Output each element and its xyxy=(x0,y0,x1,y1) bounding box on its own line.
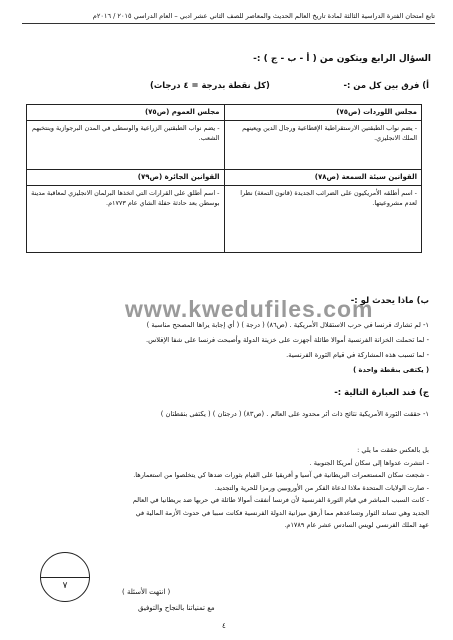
page-header: تابع امتحان الفترة الدراسية الثالثة لمادة تاريخ العالم الحديث والمعاصر للصف الثاني عشر ادبي – العام الدراسي ٢٠١٥ / ٢٠١٦م xyxy=(22,12,435,24)
table-head-lords: مجلس اللوردات (ص٧٥) xyxy=(224,105,422,121)
table-head-bad-laws: القوانين سيئة السمعة (ص٧٨) xyxy=(224,170,422,186)
section-c-point: الجديد وهي تساند الثوار وتساعدهم مما أرهق ميزانية الدولة الفرنسية فكانت سببا في حدوث الأزمة المالية في xyxy=(135,508,429,517)
section-c-point: عهد الملك الفرنسي لويس السادس عشر عام ١٧٨٩م. xyxy=(284,521,429,529)
section-b-body xyxy=(26,318,429,378)
score-circle xyxy=(40,552,90,602)
section-c-point: - صارت الولايات المتحدة ملاذا لدعاة الفكر من الأوروبيين ورمزا للحرية والتجديد. xyxy=(214,483,429,492)
section-b-note: ( يكتفى بنقطة واحدة ) xyxy=(353,366,429,374)
section-b-title: ب) ماذا يحدث لو :- xyxy=(350,296,429,306)
section-c-intro: بل بالعكس حققت ما يلي : xyxy=(357,446,429,454)
table-cell-lords: - يضم نواب الطبقتين الارستقراطية الإقطاعية ورجال الدين ويعينهم الملك الانجليزي. xyxy=(224,121,422,170)
page-number: ٤ xyxy=(222,622,226,630)
section-c-question: ١- حققت الثورة الأمريكية نتائج ذات أثر محدود على العالم . (ص٨٣) ( درجتان ) ( يكتفى بنقطتان ) xyxy=(160,410,429,418)
wishes-text: مع تمنياتنا بالنجاح والتوفيق xyxy=(138,604,215,612)
table-cell-commons: - يضم نواب الطبقتين الزراعية والوسطى في المدن البرجوازية وينتخبهم الشعب. xyxy=(27,121,225,170)
section-a-title: أ) فرق بين كل من :- xyxy=(343,80,429,90)
section-b-answer-1: - لما تحملت الخزانة الفرنسية أموالا طائلة أجهزت على خزينة الدولة وأصبحت فرنسا على شفا الإفلاس. xyxy=(145,336,429,344)
table-cell-bad-laws: - اسم أطلقه الأمريكيون على الضرائب الجديدة (قانون التمغة) نظرا لعدم مشروعيتها. xyxy=(224,186,422,253)
section-a-grading: (كل نقطة بدرجة = ٤ درجات) xyxy=(150,80,270,90)
question-title: السؤال الرابع ويتكون من ( أ - ب - ج ) :- xyxy=(253,54,431,64)
table-cell-unjust-laws: - اسم أطلق على القرارات التي اتخذها البرلمان الانجليزي لمعاقبة مدينة بوسطن بعد حادثة حفلة الشاي عام ١٧٧٣م. xyxy=(27,186,225,253)
score-divider xyxy=(41,577,89,578)
watermark: www.kwedufiles.com xyxy=(125,296,374,322)
section-c-point: - انتشرت عدواها إلى سكان أمريكا الجنوبية . xyxy=(309,458,429,467)
section-c-point: - كانت السبب المباشر في قيام الثورة الفرنسية لأن فرنسا أنفقت أموالا طائلة في حربها ضد بريطانيا في العالم xyxy=(132,496,429,504)
comparison-table xyxy=(26,104,422,253)
table-head-unjust-laws: القوانين الجائرة (ص٧٩) xyxy=(27,170,225,186)
section-b-question: ١- لم تشارك فرنسا في حرب الاستقلال الأمريكية . (ص٨٦) ( درجة ) ( أي إجابة يراها المصحح مناسبة ) xyxy=(146,321,429,329)
section-c-point: - شجعت سكان المستعمرات البريطانية في آسيا و أفريقيا على القيام بثورات ضدها كي يتخلصوا من استعمارها. xyxy=(133,471,429,479)
score-value: ٧ xyxy=(62,581,68,591)
table-head-commons: مجلس العموم (ص٧٥) xyxy=(27,105,225,121)
section-c-title: ج) فند العبارة التالية :- xyxy=(334,388,429,398)
section-b-answer-2: - لما تسبب هذه المشاركة في قيام الثورة الفرنسية. xyxy=(286,351,429,359)
end-note: ( انتهت الأسئلة ) xyxy=(122,588,171,596)
section-c-body xyxy=(26,444,429,532)
